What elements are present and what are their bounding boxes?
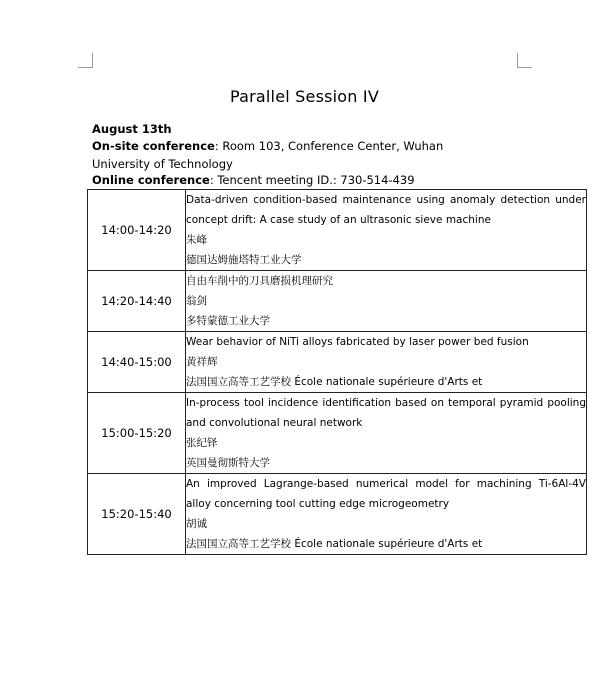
talk-title: 自由车削中的刀具磨损机理研究 xyxy=(186,275,333,287)
table-row xyxy=(88,393,587,474)
session-details xyxy=(186,474,587,555)
speaker-name: 胡诚 xyxy=(186,518,207,530)
table-row xyxy=(88,332,587,393)
session-details xyxy=(186,271,587,332)
speaker-name: 张纪铎 xyxy=(186,437,218,449)
crop-mark-top-right xyxy=(517,67,532,68)
onsite-label: On-site conference xyxy=(92,139,215,153)
talk-title: Wear behavior of NiTi alloys fabricated by laser power bed fusion xyxy=(186,336,529,348)
session-time: 15:00-15:20 xyxy=(88,393,186,474)
session-details xyxy=(186,190,587,271)
table-row xyxy=(88,190,587,271)
online-conference-line xyxy=(92,172,472,190)
online-value: : Tencent meeting ID.: 730-514-439 xyxy=(209,173,415,187)
speaker-name: 翁剑 xyxy=(186,295,207,307)
speaker-affiliation: 德国达姆施塔特工业大学 xyxy=(186,254,302,266)
talk-title: In-process tool incidence identification based on temporal pyramid pooling and convolutional neural network xyxy=(186,397,586,429)
page-title: Parallel Session IV xyxy=(230,87,379,106)
session-time: 15:20-15:40 xyxy=(88,474,186,555)
speaker-name: 朱峰 xyxy=(186,234,207,246)
online-label: Online conference xyxy=(92,173,210,187)
session-time: 14:20-14:40 xyxy=(88,271,186,332)
onsite-value: : Room 103, Conference Center, Wuhan University of Technology xyxy=(92,139,444,171)
crop-mark-top-right-vertical xyxy=(517,53,518,68)
session-date: August 13th xyxy=(92,122,172,136)
session-time: 14:00-14:20 xyxy=(88,190,186,271)
speaker-affiliation: 法国国立高等工艺学校 École nationale supérieure d'Arts et xyxy=(186,376,483,388)
speaker-affiliation: 英国曼彻斯特大学 xyxy=(186,457,270,469)
session-time: 14:40-15:00 xyxy=(88,332,186,393)
talk-title: Data-driven condition-based maintenance using anomaly detection under concept drift: A case study of an ultrasonic sieve machine xyxy=(186,194,586,226)
session-details xyxy=(186,332,587,393)
speaker-affiliation: 法国国立高等工艺学校 École nationale supérieure d'Arts et xyxy=(186,538,483,550)
table-row xyxy=(88,474,587,555)
speaker-name: 黄祥辉 xyxy=(186,356,218,368)
schedule-table xyxy=(87,189,587,555)
session-details xyxy=(186,393,587,474)
crop-mark-top-left-vertical xyxy=(92,53,93,68)
onsite-conference-line xyxy=(92,138,472,173)
crop-mark-top-left xyxy=(78,67,93,68)
talk-title: An improved Lagrange-based numerical model for machining Ti-6Al-4V alloy concerning tool cutting edge microgeometry xyxy=(186,478,586,510)
table-row xyxy=(88,271,587,332)
speaker-affiliation: 多特蒙德工业大学 xyxy=(186,315,270,327)
